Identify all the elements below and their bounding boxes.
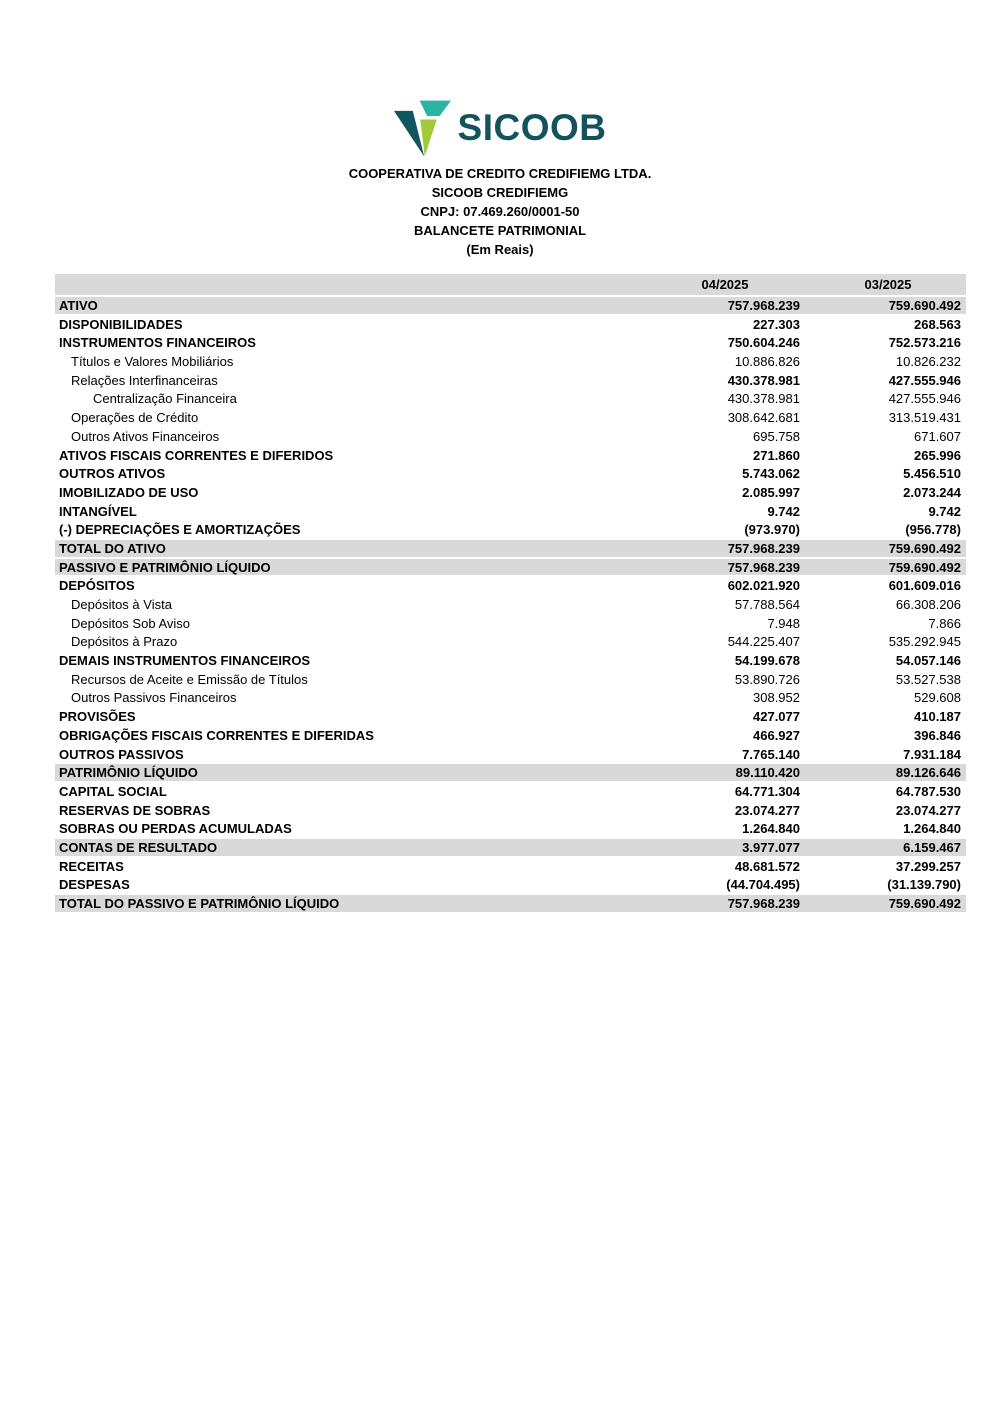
row-value-period-1: 54.199.678: [734, 653, 800, 669]
table-row: [55, 783, 966, 802]
table-row: [55, 297, 966, 316]
row-value-period-1: 695.758: [753, 428, 800, 444]
row-value-period-2: 427.555.946: [888, 391, 961, 407]
row-label: TOTAL DO PASSIVO E PATRIMÔNIO LÍQUIDO: [59, 896, 340, 911]
table-row: [55, 540, 966, 559]
row-label: DESPESAS: [59, 877, 130, 893]
row-value-period-2: 53.527.538: [895, 671, 961, 687]
row-value-period-2: 759.690.492: [888, 298, 961, 313]
row-value-period-2: 37.299.257: [895, 858, 961, 874]
table-row: [55, 353, 966, 372]
table-row: [55, 764, 966, 783]
row-value-period-1: 750.604.246: [727, 335, 800, 351]
row-label: INSTRUMENTOS FINANCEIROS: [59, 335, 256, 351]
row-value-period-2: 64.787.530: [895, 783, 961, 799]
row-value-period-1: (973.970): [744, 522, 800, 538]
table-row: [55, 447, 966, 466]
row-value-period-1: 227.303: [753, 316, 800, 332]
row-value-period-2: 265.996: [914, 447, 961, 463]
table-row: [55, 615, 966, 634]
row-value-period-2: 23.074.277: [895, 802, 961, 818]
row-value-period-1: 308.952: [753, 690, 800, 706]
table-row: [55, 409, 966, 428]
trade-name: SICOOB CREDIFIEMG: [431, 185, 569, 200]
row-value-period-1: 466.927: [753, 727, 800, 743]
row-value-period-2: 759.690.492: [888, 540, 961, 556]
row-label: Operações de Crédito: [71, 410, 199, 426]
row-value-period-1: 48.681.572: [734, 858, 800, 874]
row-label: DEPÓSITOS: [59, 578, 135, 594]
row-label: TOTAL DO ATIVO: [59, 540, 166, 556]
table-row: [55, 858, 966, 877]
row-value-period-1: 544.225.407: [727, 634, 800, 650]
row-value-period-2: 5.456.510: [903, 466, 961, 482]
table-row: [55, 559, 966, 578]
row-label: ATIVOS FISCAIS CORRENTES E DIFERIDOS: [59, 447, 334, 463]
statement-title: BALANCETE PATRIMONIAL: [413, 223, 587, 238]
table-row: [55, 652, 966, 671]
row-value-period-1: 1.264.840: [742, 821, 800, 837]
row-value-period-2: 7.931.184: [903, 746, 961, 762]
row-label: Depósitos à Vista: [71, 597, 172, 612]
table-row: [55, 633, 966, 652]
table-row: [55, 746, 966, 765]
table-row: [55, 727, 966, 746]
table-row: [55, 390, 966, 409]
row-value-period-2: 427.555.946: [888, 372, 961, 388]
table-row: [55, 484, 966, 503]
sicoob-logo: [0, 98, 1000, 158]
row-value-period-2: (31.139.790): [887, 877, 961, 893]
table-body: [55, 297, 966, 914]
row-label: CAPITAL SOCIAL: [59, 783, 167, 799]
table-row: [55, 521, 966, 540]
document-header: [0, 0, 1000, 259]
row-label: PASSIVO E PATRIMÔNIO LÍQUIDO: [59, 559, 271, 575]
row-value-period-2: 601.609.016: [888, 578, 961, 594]
row-value-period-1: 427.077: [753, 709, 800, 725]
row-value-period-2: 535.292.945: [888, 634, 961, 650]
row-value-period-1: 53.890.726: [734, 671, 800, 687]
row-value-period-2: 10.826.232: [895, 354, 961, 370]
table-row: [55, 839, 966, 858]
row-label: Centralização Financeira: [93, 391, 237, 407]
row-label: OBRIGAÇÕES FISCAIS CORRENTES E DIFERIDAS: [59, 727, 374, 743]
row-value-period-1: 430.378.981: [727, 372, 800, 388]
row-label: Títulos e Valores Mobiliários: [71, 354, 234, 370]
row-label: OUTROS PASSIVOS: [59, 746, 184, 762]
row-value-period-1: 23.074.277: [734, 802, 800, 818]
table-row: [55, 876, 966, 895]
row-value-period-2: 2.073.244: [903, 484, 961, 500]
row-value-period-2: 759.690.492: [888, 896, 961, 911]
table-row: [55, 820, 966, 839]
row-label: IMOBILIZADO DE USO: [59, 484, 199, 500]
row-value-period-1: 57.788.564: [734, 597, 800, 612]
row-value-period-2: 89.126.646: [895, 765, 961, 781]
sicoob-checkmark-icon: [394, 99, 451, 157]
table-row: [55, 577, 966, 596]
row-label: RECEITAS: [59, 858, 124, 874]
row-label: SOBRAS OU PERDAS ACUMULADAS: [59, 821, 292, 837]
table-row: [55, 689, 966, 708]
row-label: PROVISÕES: [59, 709, 136, 725]
row-value-period-1: 757.968.239: [727, 559, 800, 575]
row-value-period-2: 9.742: [928, 503, 961, 519]
row-value-period-1: 430.378.981: [727, 391, 800, 407]
table-row: [55, 372, 966, 391]
table-row: [55, 895, 966, 914]
row-label: Depósitos à Prazo: [71, 634, 178, 650]
row-value-period-2: 759.690.492: [888, 559, 961, 575]
row-value-period-2: 6.159.467: [903, 839, 961, 855]
row-label: PATRIMÔNIO LÍQUIDO: [59, 765, 198, 781]
cnpj-line: CNPJ: 07.469.260/0001-50: [420, 204, 580, 219]
row-value-period-1: 64.771.304: [734, 783, 800, 799]
table-row: [55, 428, 966, 447]
row-value-period-2: 313.519.431: [888, 410, 961, 426]
row-label: DISPONIBILIDADES: [59, 316, 183, 332]
column-header-period-2: 03/2025: [864, 277, 912, 293]
row-value-period-1: 5.743.062: [742, 466, 800, 482]
row-value-period-1: 602.021.920: [727, 578, 800, 594]
table-row: [55, 671, 966, 690]
row-value-period-1: 9.742: [767, 503, 800, 519]
row-value-period-1: 271.860: [753, 447, 800, 463]
row-label: DEMAIS INSTRUMENTOS FINANCEIROS: [59, 653, 311, 669]
table-row: [55, 596, 966, 615]
row-value-period-2: 396.846: [914, 727, 961, 743]
row-value-period-2: 66.308.206: [895, 597, 961, 612]
row-value-period-2: 1.264.840: [903, 821, 961, 837]
balance-sheet-table: [55, 274, 966, 914]
table-row: [55, 802, 966, 821]
row-label: Outros Ativos Financeiros: [71, 428, 220, 444]
table-row: [55, 503, 966, 522]
row-label: RESERVAS DE SOBRAS: [59, 802, 211, 818]
row-value-period-1: 757.968.239: [727, 896, 800, 911]
currency-note: (Em Reais): [466, 242, 534, 257]
table-row: [55, 316, 966, 335]
row-value-period-1: (44.704.495): [726, 877, 800, 893]
row-value-period-1: 7.948: [767, 615, 800, 631]
row-value-period-2: 529.608: [914, 690, 961, 706]
row-value-period-1: 757.968.239: [727, 540, 800, 556]
row-value-period-1: 10.886.826: [734, 354, 800, 370]
row-label: Relações Interfinanceiras: [71, 372, 218, 388]
row-label: Depósitos Sob Aviso: [71, 615, 190, 631]
table-row: [55, 334, 966, 353]
row-label: CONTAS DE RESULTADO: [59, 839, 218, 855]
column-header-period-1: 04/2025: [701, 277, 749, 293]
row-value-period-1: 2.085.997: [742, 484, 800, 500]
row-value-period-1: 308.642.681: [727, 410, 800, 426]
row-value-period-1: 3.977.077: [742, 839, 800, 855]
row-label: Outros Passivos Financeiros: [71, 690, 237, 706]
row-label: OUTROS ATIVOS: [59, 466, 166, 482]
row-label: (-) DEPRECIAÇÕES E AMORTIZAÇÕES: [59, 522, 301, 538]
row-value-period-1: 757.968.239: [727, 298, 800, 313]
row-value-period-2: 54.057.146: [895, 653, 961, 669]
company-name: COOPERATIVA DE CREDITO CREDIFIEMG LTDA.: [348, 166, 652, 181]
row-value-period-2: 268.563: [914, 316, 961, 332]
table-header-row: [55, 274, 966, 297]
row-value-period-2: 671.607: [914, 428, 961, 444]
row-value-period-2: 752.573.216: [888, 335, 961, 351]
sicoob-wordmark: SICOOB: [457, 107, 607, 148]
row-label: INTANGÍVEL: [59, 503, 137, 519]
row-value-period-1: 7.765.140: [742, 746, 800, 762]
row-value-period-2: (956.778): [905, 522, 961, 538]
row-label: Recursos de Aceite e Emissão de Títulos: [71, 671, 308, 687]
row-value-period-2: 410.187: [914, 709, 961, 725]
table-row: [55, 465, 966, 484]
row-value-period-2: 7.866: [928, 615, 961, 631]
table-row: [55, 708, 966, 727]
row-value-period-1: 89.110.420: [735, 765, 800, 781]
row-label: ATIVO: [59, 298, 98, 313]
